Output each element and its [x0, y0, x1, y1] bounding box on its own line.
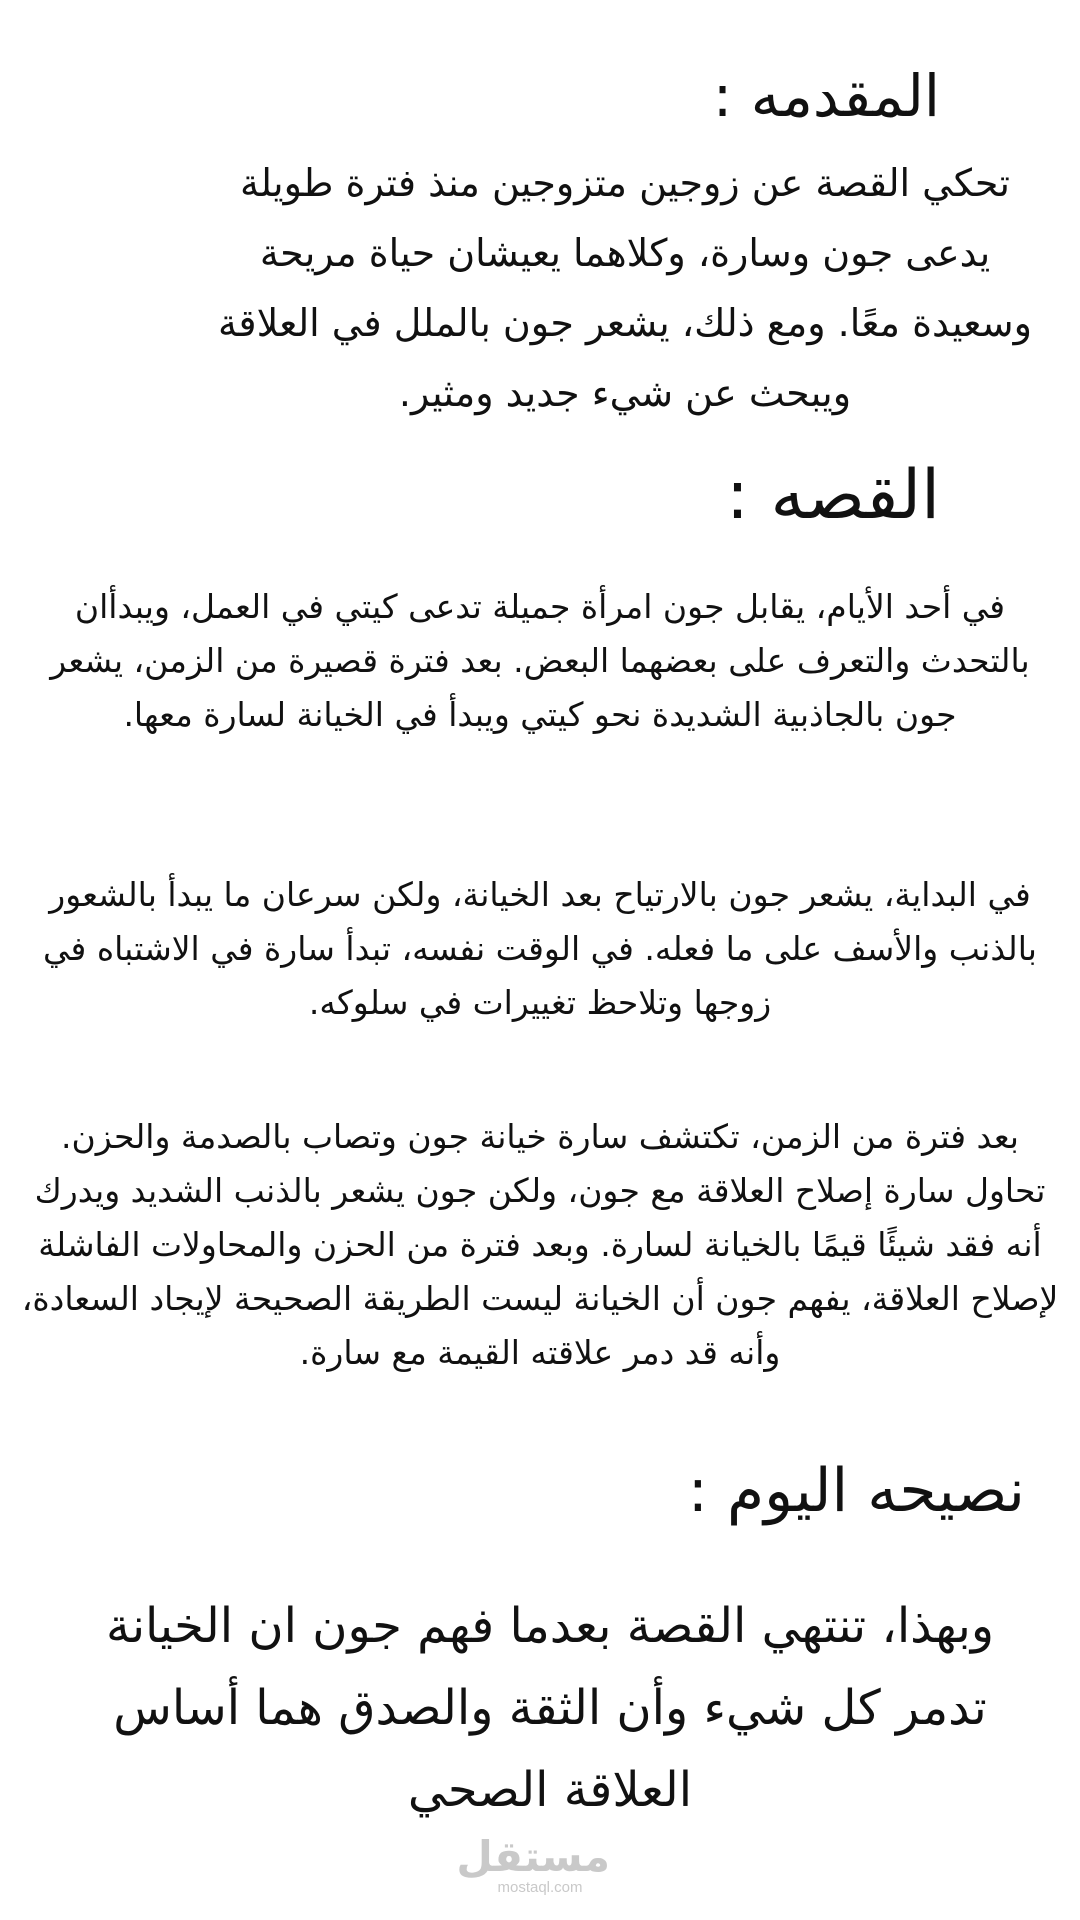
- tip-of-the-day-heading: نصيحه اليوم :: [687, 1456, 1025, 1526]
- tip-of-the-day-text: وبهذا، تنتهي القصة بعدما فهم جون ان الخيانة تدمر كل شيء وأن الثقة والصدق هما أساس العلاقة الصحي: [105, 1598, 995, 1818]
- story-paragraph-1: في أحد الأيام، يقابل جون امرأة جميلة تدعى كيتي في العمل، ويبدأان بالتحدث والتعرف على بعضهما البعض. بعد فترة قصيرة من الزمن، يشعر جون بالجاذبية الشديدة نحو كيتي ويبدأ في الخيانة لسارة معها.: [50, 587, 1030, 734]
- story-paragraph-3: بعد فترة من الزمن، تكتشف سارة خيانة جون وتصاب بالصدمة والحزن. تحاول سارة إصلاح العلاقة مع جون، ولكن جون يشعر بالذنب الشديد ويدرك أنه فقد شيئًا قيمًا بالخيانة لسارة. وبعد فترة من الحزن والمحاولات الفاشلة لإصلاح العلاقة، يفهم جون أن الخيانة ليست الطريقة الصحيحة لإيجاد السعادة، وأنه قد دمر علاقته القيمة مع سارة.: [21, 1117, 1059, 1372]
- mostaql-watermark: [456, 1832, 610, 1897]
- watermark-url: mostaql.com: [497, 1879, 583, 1896]
- intro-heading: المقدمه :: [712, 62, 940, 130]
- story-heading: القصه :: [726, 456, 940, 535]
- intro-paragraph: تحكي القصة عن زوجين متزوجين منذ فترة طويلة يدعى جون وسارة، وكلاهما يعيشان حياة مريحة وسعيدة معًا. ومع ذلك، يشعر جون بالملل في العلاقة ويبحث عن شيء جديد ومثير.: [218, 161, 1032, 415]
- story-paragraph-2: في البداية، يشعر جون بالارتياح بعد الخيانة، ولكن سرعان ما يبدأ بالشعور بالذنب والأسف على ما فعله. في الوقت نفسه، تبدأ سارة في الاشتباه في زوجها وتلاحظ تغييرات في سلوكه.: [43, 875, 1037, 1022]
- watermark-logo-text: مستقل: [456, 1832, 610, 1881]
